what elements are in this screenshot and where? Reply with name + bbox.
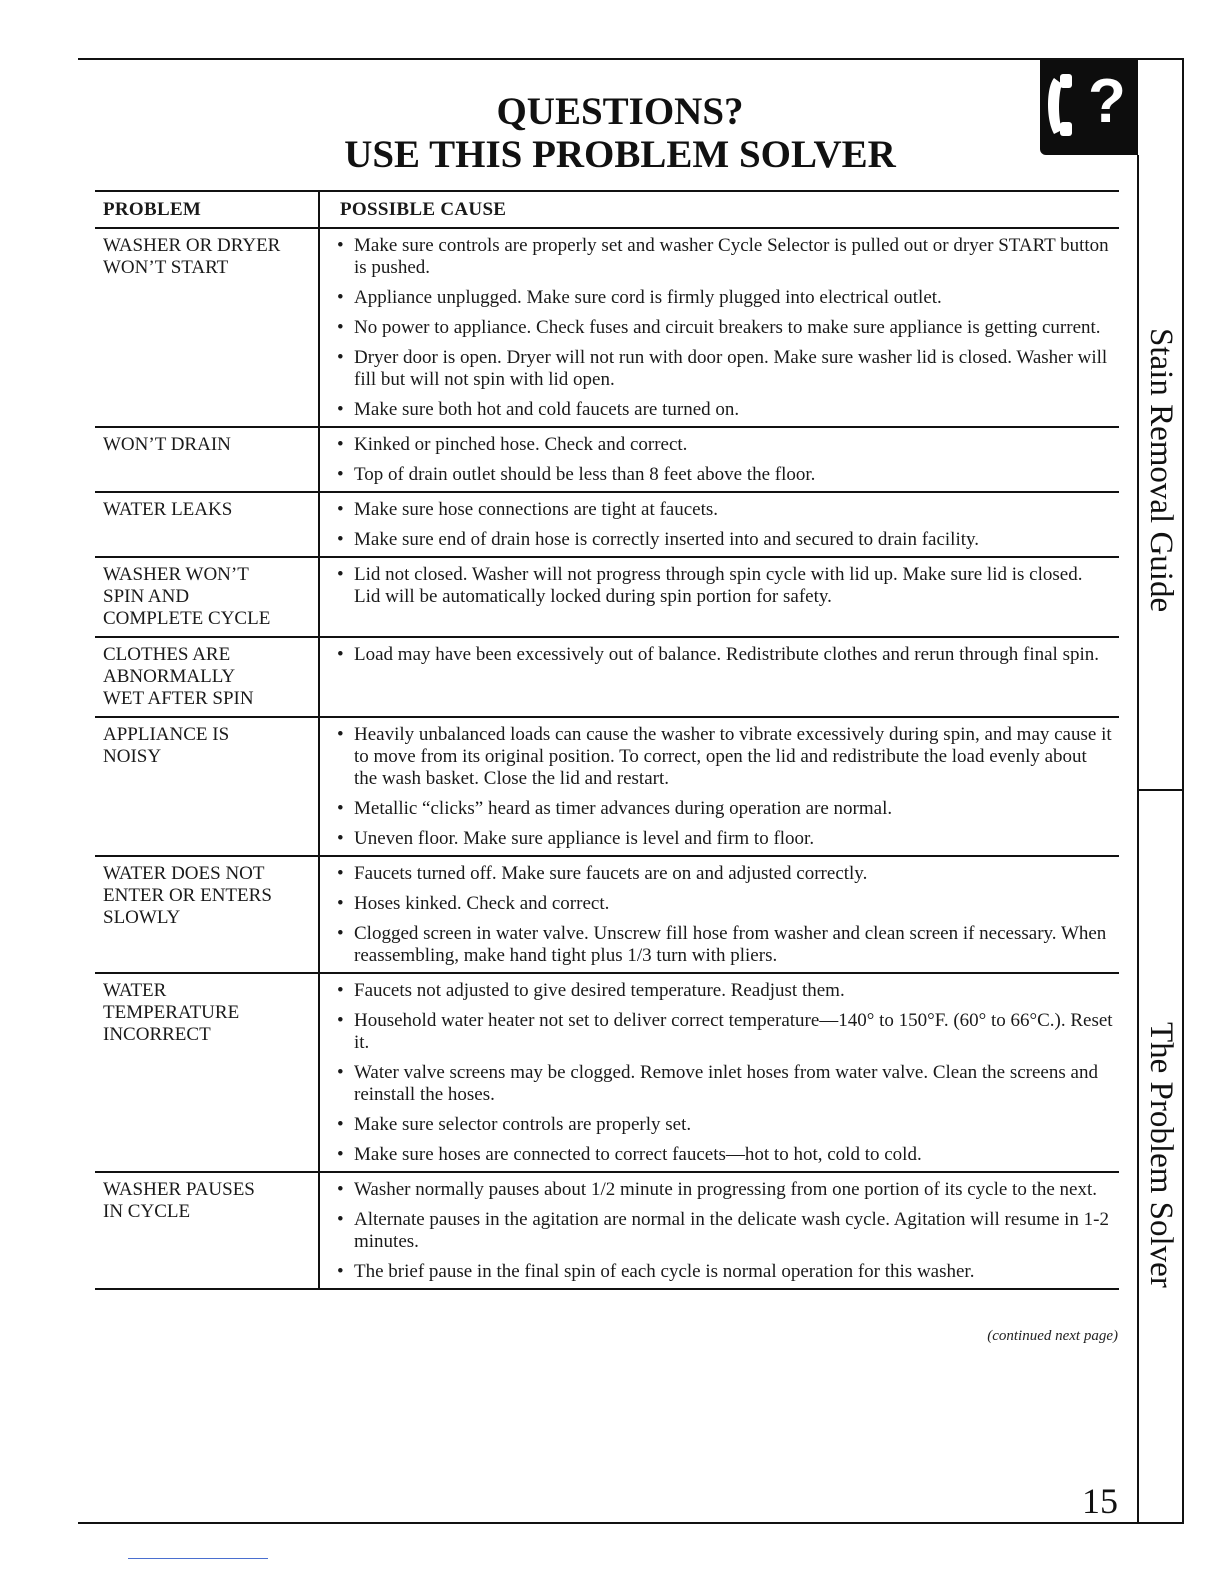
continued-note: (continued next page) xyxy=(987,1328,1118,1344)
table-row xyxy=(95,973,1119,1172)
table-body xyxy=(95,228,1119,1289)
cause-item: • Water valve screens may be clogged. Remove inlet hoses from water valve. Clean the screens and reinstall the hoses. xyxy=(334,1062,1113,1106)
phone-question-icon xyxy=(1040,60,1138,155)
cause-item: • The brief pause in the final spin of each cycle is normal operation for this washer. xyxy=(334,1261,1113,1283)
cause-item: • Faucets not adjusted to give desired temperature. Readjust them. xyxy=(334,980,1113,1002)
cause-item: • Household water heater not set to deliver correct temperature—140° to 150°F. (60° to 66°C.). Reset it. xyxy=(334,1010,1113,1054)
side-tab-stain-removal-guide[interactable] xyxy=(1139,170,1182,770)
side-tab-stain-label: Stain Removal Guide xyxy=(1143,327,1179,613)
cause-item: • Metallic “clicks” heard as timer advances during operation are normal. xyxy=(334,798,1113,820)
cause-item: • Load may have been excessively out of balance. Redistribute clothes and rerun through final spin. xyxy=(334,644,1113,666)
cause-cell xyxy=(319,492,1119,557)
cause-cell xyxy=(319,427,1119,492)
cause-item: • Make sure hoses are connected to correct faucets—hot to hot, cold to cold. xyxy=(334,1144,1113,1166)
table-header-row xyxy=(95,191,1119,228)
side-tab-divider xyxy=(1137,789,1184,791)
cause-cell xyxy=(319,228,1119,427)
title-line-1: QUESTIONS? xyxy=(496,90,744,133)
cause-item: • Make sure controls are properly set and washer Cycle Selector is pulled out or dryer START button is pushed. xyxy=(334,235,1113,279)
cause-item: • Washer normally pauses about 1/2 minute in progressing from one portion of its cycle to the next. xyxy=(334,1179,1113,1201)
top-rule xyxy=(78,58,1184,60)
table-row xyxy=(95,427,1119,492)
cause-item: • Make sure end of drain hose is correctly inserted into and secured to drain facility. xyxy=(334,529,1113,551)
footer-link-line xyxy=(128,1558,268,1559)
side-tab-solver-label: The Problem Solver xyxy=(1143,1022,1179,1288)
bottom-rule xyxy=(78,1522,1138,1524)
cause-item: • Kinked or pinched hose. Check and correct. xyxy=(334,434,1113,456)
table-row xyxy=(95,1172,1119,1289)
cause-item: • Appliance unplugged. Make sure cord is firmly plugged into electrical outlet. xyxy=(334,287,1113,309)
cause-cell xyxy=(319,1172,1119,1289)
table-row xyxy=(95,557,1119,637)
problem-solver-table xyxy=(95,190,1119,1290)
table-row xyxy=(95,856,1119,973)
cause-item: • Lid not closed. Washer will not progress through spin cycle with lid up. Make sure lid is closed. Lid will be automatically locked during spin portion for safety. xyxy=(334,564,1113,608)
cause-item: • Heavily unbalanced loads can cause the washer to vibrate excessively during spin, and may cause it to move from its original position. To correct, open the lid and redistribute the load evenly about the wash basket. Close the lid and restart. xyxy=(334,724,1113,790)
page-title xyxy=(250,90,990,176)
cause-item: • Dryer door is open. Dryer will not run with door open. Make sure washer lid is closed. Washer will fill but will not spin with lid open. xyxy=(334,347,1113,391)
table-row xyxy=(95,228,1119,427)
cause-item: • Uneven floor. Make sure appliance is level and firm to floor. xyxy=(334,828,1113,850)
cause-item: • Hoses kinked. Check and correct. xyxy=(334,893,1113,915)
header-possible-cause: POSSIBLE CAUSE xyxy=(319,191,1119,228)
cause-cell xyxy=(319,973,1119,1172)
page-number: 15 xyxy=(1082,1481,1118,1521)
table-row xyxy=(95,717,1119,856)
side-tab-border-bottom xyxy=(1137,1522,1184,1524)
cause-item: • Make sure selector controls are properly set. xyxy=(334,1114,1113,1136)
side-tab-problem-solver[interactable] xyxy=(1139,800,1182,1510)
problem-cell: WATER TEMPERATURE INCORRECT xyxy=(95,973,319,1172)
phone-question-icon-graphic xyxy=(1040,60,1138,155)
problem-cell: WASHER OR DRYER WON’T START xyxy=(95,228,319,427)
side-tab-border-right xyxy=(1182,58,1184,1524)
cause-cell xyxy=(319,856,1119,973)
logo-glyph: ? xyxy=(1088,67,1126,136)
cause-item: • Top of drain outlet should be less than 8 feet above the floor. xyxy=(334,464,1113,486)
header-problem: PROBLEM xyxy=(95,191,319,228)
cause-cell xyxy=(319,557,1119,637)
problem-cell: WATER LEAKS xyxy=(95,492,319,557)
cause-item: • Clogged screen in water valve. Unscrew fill hose from washer and clean screen if necessary. When reassembling, make hand tight plus 1/3 turn with pliers. xyxy=(334,923,1113,967)
problem-cell: APPLIANCE IS NOISY xyxy=(95,717,319,856)
problem-cell: WASHER PAUSES IN CYCLE xyxy=(95,1172,319,1289)
cause-item: • Alternate pauses in the agitation are normal in the delicate wash cycle. Agitation will resume in 1-2 minutes. xyxy=(334,1209,1113,1253)
problem-cell: CLOTHES ARE ABNORMALLY WET AFTER SPIN xyxy=(95,637,319,717)
title-line-2: USE THIS PROBLEM SOLVER xyxy=(344,133,896,176)
cause-cell xyxy=(319,637,1119,717)
table-row xyxy=(95,492,1119,557)
cause-item: • No power to appliance. Check fuses and circuit breakers to make sure appliance is getting current. xyxy=(334,317,1113,339)
cause-cell xyxy=(319,717,1119,856)
problem-cell: WATER DOES NOT ENTER OR ENTERS SLOWLY xyxy=(95,856,319,973)
problem-cell: WASHER WON’T SPIN AND COMPLETE CYCLE xyxy=(95,557,319,637)
cause-item: • Make sure both hot and cold faucets are turned on. xyxy=(334,399,1113,421)
table-row xyxy=(95,637,1119,717)
cause-item: • Make sure hose connections are tight at faucets. xyxy=(334,499,1113,521)
cause-item: • Faucets turned off. Make sure faucets are on and adjusted correctly. xyxy=(334,863,1113,885)
problem-cell: WON’T DRAIN xyxy=(95,427,319,492)
